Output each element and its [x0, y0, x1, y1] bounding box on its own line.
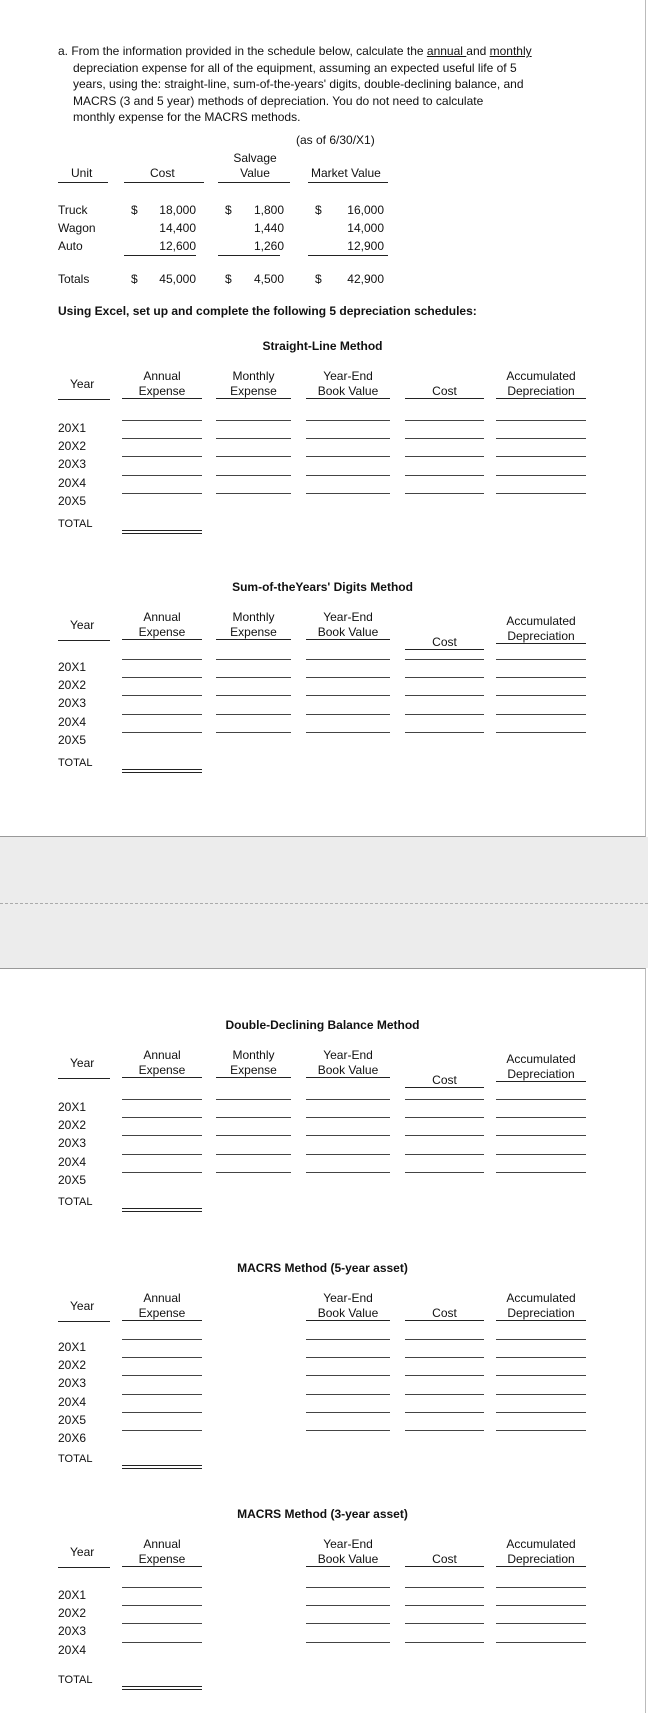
totals-salvage: 4,500 — [253, 272, 284, 286]
blank-monthly-cell — [216, 714, 291, 715]
salvage-sign: $ — [225, 203, 232, 217]
header-annual-expense-line1: Annual — [143, 1048, 181, 1062]
year-label: 20X1 — [58, 1588, 87, 1602]
blank-yeb-cell — [306, 1605, 390, 1606]
document-page-2 — [0, 968, 646, 1713]
blank-accum-cell — [496, 438, 586, 439]
total-label: TOTAL — [58, 518, 93, 530]
header-monthly-expense-line1: Monthly — [232, 610, 275, 624]
year-label: 20X4 — [58, 714, 87, 729]
header-annual-expense-line1: Annual — [143, 369, 181, 383]
blank-annual-cell — [122, 1099, 202, 1100]
blank-annual-cell — [122, 1339, 202, 1340]
blank-cost-cell — [405, 1430, 484, 1431]
blank-monthly-cell — [216, 1154, 291, 1155]
year-label: 20X3 — [58, 696, 87, 711]
header-unit: Unit — [71, 166, 93, 180]
header-accumulated-depreciation-line2: Depreciation — [496, 629, 586, 644]
header-cost: Cost — [405, 1552, 484, 1567]
blank-monthly-cell — [216, 456, 291, 457]
year-label: 20X4 — [58, 475, 87, 490]
blank-cost-cell — [405, 714, 484, 715]
blank-cost-cell — [405, 659, 484, 660]
blank-accum-cell — [496, 677, 586, 678]
blank-annual-cell — [122, 1135, 202, 1136]
year-label: 20X4 — [58, 1642, 87, 1657]
blank-accum-cell — [496, 1605, 586, 1606]
unit-market-value: 12,900 — [347, 239, 384, 253]
blank-annual-cell — [122, 677, 202, 678]
blank-yeb-cell — [306, 1430, 390, 1431]
blank-yeb-cell — [306, 659, 390, 660]
header-cost: Cost — [150, 166, 175, 180]
blank-cost-cell — [405, 456, 484, 457]
blank-accum-cell — [496, 1117, 586, 1118]
header-year-end-book-value-line2: Book Value — [306, 625, 390, 640]
header-annual-expense-line2: Expense — [122, 1306, 202, 1321]
blank-cost-cell — [405, 1154, 484, 1155]
header-annual-expense-line1: Annual — [143, 610, 181, 624]
header-accumulated-depreciation-line2: Depreciation — [496, 1552, 586, 1567]
totals-market-sign: $ — [315, 272, 322, 286]
totals-cost: 45,000 — [159, 272, 196, 286]
header-accumulated-depreciation-line2: Depreciation — [496, 1067, 586, 1082]
header-year: Year — [70, 1299, 95, 1313]
blank-accum-cell — [496, 493, 586, 494]
header-accumulated-depreciation-line2: Depreciation — [496, 384, 586, 399]
blank-accum-cell — [496, 1587, 586, 1588]
section-title: Sum-of-theYears' Digits Method — [232, 580, 413, 594]
blank-monthly-cell — [216, 1099, 291, 1100]
blank-cost-cell — [405, 1587, 484, 1588]
blank-yeb-cell — [306, 1339, 390, 1340]
header-year-end-book-value-line2: Book Value — [306, 384, 390, 399]
blank-annual-cell — [122, 1623, 202, 1624]
blank-monthly-cell — [216, 1172, 291, 1173]
header-cost: Cost — [405, 1073, 484, 1088]
blank-monthly-cell — [216, 1117, 291, 1118]
total-double-rule — [122, 1208, 202, 1212]
blank-yeb-cell — [306, 1623, 390, 1624]
blank-monthly-cell — [216, 438, 291, 439]
unit-salvage-value: 1,260 — [253, 239, 284, 253]
header-year: Year — [70, 1545, 95, 1559]
document-page-1 — [0, 0, 646, 837]
blank-accum-cell — [496, 1430, 586, 1431]
blank-cost-cell — [405, 1339, 484, 1340]
unit-name: Truck — [58, 203, 88, 217]
monthly-underlined: monthly — [489, 44, 532, 58]
blank-cost-cell — [405, 1623, 484, 1624]
blank-yeb-cell — [306, 1394, 390, 1395]
blank-annual-cell — [122, 438, 202, 439]
blank-annual-cell — [122, 695, 202, 696]
header-year-end-book-value-line1: Year-End — [323, 610, 373, 624]
header-rule — [124, 182, 204, 183]
year-label: 20X1 — [58, 660, 87, 674]
blank-accum-cell — [496, 1623, 586, 1624]
blank-yeb-cell — [306, 1154, 390, 1155]
header-accumulated-depreciation-line2: Depreciation — [496, 1306, 586, 1321]
header-year-end-book-value-line1: Year-End — [323, 1537, 373, 1551]
instructions-paragraph: a. From the information provided in the schedule below, calculate the annual and monthly depreciation expense for all of the equipment, assuming an expected useful life of 5 years, using the: straight-line, sum-of-the-years' digits, double-declining balance, and MACRS (3 and 5 year) methods of depreciation. You do not need to calculate monthly expense for the MACRS methods. — [58, 44, 532, 125]
header-cost: Cost — [405, 1306, 484, 1321]
year-label: 20X3 — [58, 1136, 87, 1151]
year-label: 20X5 — [58, 493, 87, 508]
as-of-date: (as of 6/30/X1) — [296, 133, 375, 147]
blank-yeb-cell — [306, 420, 390, 421]
blank-monthly-cell — [216, 475, 291, 476]
blank-annual-cell — [122, 659, 202, 660]
blank-monthly-cell — [216, 695, 291, 696]
year-label: 20X4 — [58, 1394, 87, 1409]
blank-accum-cell — [496, 420, 586, 421]
unit-salvage-value: 1,440 — [253, 221, 284, 235]
blank-monthly-cell — [216, 677, 291, 678]
total-rule — [124, 255, 196, 256]
section-title: Straight-Line Method — [262, 339, 383, 353]
header-monthly-expense-line2: Expense — [216, 384, 291, 399]
total-label: TOTAL — [58, 1196, 93, 1208]
blank-yeb-cell — [306, 1375, 390, 1376]
year-label: 20X5 — [58, 1412, 87, 1427]
year-label: 20X5 — [58, 1172, 87, 1187]
blank-annual-cell — [122, 1605, 202, 1606]
blank-annual-cell — [122, 475, 202, 476]
blank-yeb-cell — [306, 1587, 390, 1588]
blank-cost-cell — [405, 438, 484, 439]
total-double-rule — [122, 1686, 202, 1690]
blank-cost-cell — [405, 1135, 484, 1136]
blank-annual-cell — [122, 1430, 202, 1431]
cost-sign: $ — [131, 203, 138, 217]
header-monthly-expense-line2: Expense — [216, 1063, 291, 1078]
unit-cost: 14,400 — [159, 221, 196, 235]
total-double-rule — [122, 769, 202, 773]
blank-yeb-cell — [306, 1412, 390, 1413]
header-year: Year — [70, 1056, 95, 1070]
total-rule — [218, 255, 280, 256]
section-title: MACRS Method (5-year asset) — [237, 1261, 408, 1275]
year-label: 20X2 — [58, 1606, 87, 1621]
year-label: 20X5 — [58, 732, 87, 747]
blank-accum-cell — [496, 1357, 586, 1358]
blank-monthly-cell — [216, 659, 291, 660]
blank-annual-cell — [122, 420, 202, 421]
blank-yeb-cell — [306, 475, 390, 476]
blank-cost-cell — [405, 732, 484, 733]
blank-accum-cell — [496, 1135, 586, 1136]
total-double-rule — [122, 530, 202, 534]
blank-accum-cell — [496, 695, 586, 696]
year-label: 20X3 — [58, 1624, 87, 1639]
blank-annual-cell — [122, 1172, 202, 1173]
header-monthly-expense-line1: Monthly — [232, 369, 275, 383]
blank-cost-cell — [405, 695, 484, 696]
blank-accum-cell — [496, 659, 586, 660]
blank-cost-cell — [405, 1394, 484, 1395]
blank-cost-cell — [405, 1099, 484, 1100]
header-rule — [58, 1321, 110, 1322]
blank-cost-cell — [405, 493, 484, 494]
blank-accum-cell — [496, 1172, 586, 1173]
header-year: Year — [70, 377, 95, 391]
totals-salvage-sign: $ — [225, 272, 232, 286]
blank-cost-cell — [405, 1605, 484, 1606]
blank-cost-cell — [405, 1357, 484, 1358]
header-year: Year — [70, 618, 95, 632]
unit-cost: 12,600 — [159, 239, 196, 253]
blank-yeb-cell — [306, 695, 390, 696]
header-rule — [218, 182, 290, 183]
blank-accum-cell — [496, 1394, 586, 1395]
header-annual-expense-line2: Expense — [122, 1063, 202, 1078]
blank-yeb-cell — [306, 1099, 390, 1100]
blank-cost-cell — [405, 1375, 484, 1376]
header-salvage-2: Value — [240, 166, 270, 180]
year-label: 20X2 — [58, 1358, 87, 1373]
header-rule — [58, 399, 110, 400]
header-monthly-expense-line2: Expense — [216, 625, 291, 640]
header-year-end-book-value-line2: Book Value — [306, 1306, 390, 1321]
blank-yeb-cell — [306, 438, 390, 439]
blank-yeb-cell — [306, 1642, 390, 1643]
header-accumulated-depreciation-line1: Accumulated — [506, 614, 576, 628]
blank-yeb-cell — [306, 714, 390, 715]
blank-yeb-cell — [306, 1117, 390, 1118]
totals-cost-sign: $ — [131, 272, 138, 286]
year-label: 20X1 — [58, 1100, 87, 1114]
blank-cost-cell — [405, 1117, 484, 1118]
blank-annual-cell — [122, 1154, 202, 1155]
blank-annual-cell — [122, 493, 202, 494]
header-accumulated-depreciation-line1: Accumulated — [506, 1537, 576, 1551]
section-title: MACRS Method (3-year asset) — [237, 1507, 408, 1521]
blank-annual-cell — [122, 1357, 202, 1358]
totals-label: Totals — [58, 272, 90, 286]
header-accumulated-depreciation-line1: Accumulated — [506, 1052, 576, 1066]
unit-cost: 18,000 — [159, 203, 196, 217]
blank-annual-cell — [122, 714, 202, 715]
year-label: 20X2 — [58, 678, 87, 693]
blank-yeb-cell — [306, 456, 390, 457]
header-year-end-book-value-line2: Book Value — [306, 1552, 390, 1567]
market-sign: $ — [315, 203, 322, 217]
blank-cost-cell — [405, 420, 484, 421]
blank-accum-cell — [496, 456, 586, 457]
blank-accum-cell — [496, 475, 586, 476]
total-rule — [308, 255, 388, 256]
blank-accum-cell — [496, 1339, 586, 1340]
blank-cost-cell — [405, 475, 484, 476]
blank-accum-cell — [496, 1375, 586, 1376]
blank-accum-cell — [496, 1154, 586, 1155]
header-rule — [308, 182, 388, 183]
unit-name: Auto — [58, 239, 83, 253]
header-cost: Cost — [405, 635, 484, 650]
unit-name: Wagon — [58, 221, 96, 235]
blank-accum-cell — [496, 714, 586, 715]
page-break-line — [0, 903, 648, 904]
blank-accum-cell — [496, 732, 586, 733]
total-label: TOTAL — [58, 1453, 93, 1466]
blank-cost-cell — [405, 1642, 484, 1643]
blank-accum-cell — [496, 1412, 586, 1413]
blank-yeb-cell — [306, 732, 390, 733]
year-label: 20X1 — [58, 1340, 87, 1354]
header-market-value: Market Value — [311, 166, 381, 180]
year-label: 20X3 — [58, 457, 87, 472]
total-label: TOTAL — [58, 757, 93, 769]
header-rule — [58, 1567, 110, 1568]
year-label: 20X2 — [58, 1118, 87, 1133]
excel-instruction: Using Excel, set up and complete the following 5 depreciation schedules: — [58, 304, 477, 318]
blank-annual-cell — [122, 732, 202, 733]
header-annual-expense-line2: Expense — [122, 625, 202, 640]
total-double-rule — [122, 1465, 202, 1469]
header-rule — [58, 182, 108, 183]
header-year-end-book-value-line1: Year-End — [323, 1291, 373, 1305]
header-cost: Cost — [405, 384, 484, 399]
header-rule — [58, 640, 110, 641]
header-year-end-book-value-line2: Book Value — [306, 1063, 390, 1078]
header-annual-expense-line2: Expense — [122, 1552, 202, 1567]
blank-cost-cell — [405, 677, 484, 678]
blank-annual-cell — [122, 456, 202, 457]
blank-accum-cell — [496, 1642, 586, 1643]
year-label: 20X1 — [58, 421, 87, 435]
header-rule — [58, 1078, 110, 1079]
year-label: 20X3 — [58, 1376, 87, 1391]
annual-underlined: annual — [426, 44, 467, 58]
blank-yeb-cell — [306, 1172, 390, 1173]
year-label: 20X4 — [58, 1154, 87, 1169]
blank-annual-cell — [122, 1375, 202, 1376]
blank-yeb-cell — [306, 493, 390, 494]
blank-annual-cell — [122, 1642, 202, 1643]
unit-market-value: 14,000 — [347, 221, 384, 235]
total-label: TOTAL — [58, 1673, 93, 1686]
blank-annual-cell — [122, 1412, 202, 1413]
blank-monthly-cell — [216, 732, 291, 733]
blank-accum-cell — [496, 1099, 586, 1100]
blank-annual-cell — [122, 1394, 202, 1395]
blank-annual-cell — [122, 1117, 202, 1118]
blank-cost-cell — [405, 1412, 484, 1413]
section-title: Double-Declining Balance Method — [225, 1018, 420, 1032]
unit-market-value: 16,000 — [347, 203, 384, 217]
header-monthly-expense-line1: Monthly — [232, 1048, 275, 1062]
year-label: 20X2 — [58, 439, 87, 454]
blank-monthly-cell — [216, 493, 291, 494]
year-label: 20X6 — [58, 1431, 87, 1445]
header-salvage-1: Salvage — [233, 151, 277, 165]
unit-salvage-value: 1,800 — [253, 203, 284, 217]
header-year-end-book-value-line1: Year-End — [323, 369, 373, 383]
totals-market: 42,900 — [347, 272, 384, 286]
header-accumulated-depreciation-line1: Accumulated — [506, 1291, 576, 1305]
blank-yeb-cell — [306, 677, 390, 678]
header-accumulated-depreciation-line1: Accumulated — [506, 369, 576, 383]
blank-monthly-cell — [216, 1135, 291, 1136]
header-annual-expense-line1: Annual — [143, 1291, 181, 1305]
blank-monthly-cell — [216, 420, 291, 421]
blank-yeb-cell — [306, 1135, 390, 1136]
blank-cost-cell — [405, 1172, 484, 1173]
header-year-end-book-value-line1: Year-End — [323, 1048, 373, 1062]
header-annual-expense-line2: Expense — [122, 384, 202, 399]
blank-annual-cell — [122, 1587, 202, 1588]
blank-yeb-cell — [306, 1357, 390, 1358]
header-annual-expense-line1: Annual — [143, 1537, 181, 1551]
